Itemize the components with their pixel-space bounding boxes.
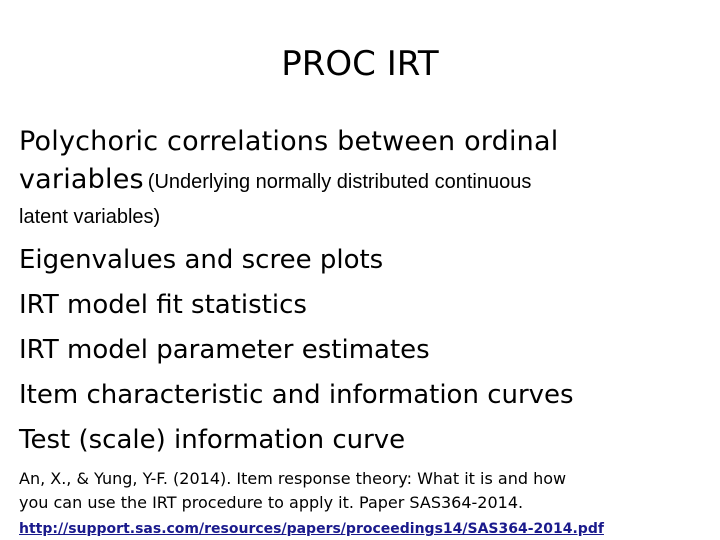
list-item: IRT model parameter estimates: [19, 335, 430, 365]
list-item: Test (scale) information curve: [19, 425, 406, 455]
intro-main-text: Polychoric correlations between ordinal: [19, 126, 559, 157]
reference-line-2: you can use the IRT procedure to apply it. Paper SAS364-2014.: [19, 493, 524, 512]
list-item: IRT model fit statistics: [19, 290, 307, 320]
intro-note-part2: latent variables): [19, 206, 161, 228]
reference-line-1: An, X., & Yung, Y-F. (2014). Item response theory: What it is and how: [19, 469, 567, 488]
intro-paragraph: [19, 122, 709, 234]
slide-title: PROC IRT: [281, 44, 439, 84]
reference-citation: [19, 467, 709, 515]
intro-variables-word: variables: [19, 164, 144, 195]
reference-url-link[interactable]: http://support.sas.com/resources/papers/proceedings14/SAS364-2014.pdf: [19, 521, 604, 537]
list-item: Item characteristic and information curves: [19, 380, 574, 410]
list-item: Eigenvalues and scree plots: [19, 245, 384, 275]
intro-note-part1: (Underlying normally distributed continuous: [147, 171, 532, 193]
slide-body: [19, 122, 709, 537]
feature-list: [19, 238, 709, 463]
